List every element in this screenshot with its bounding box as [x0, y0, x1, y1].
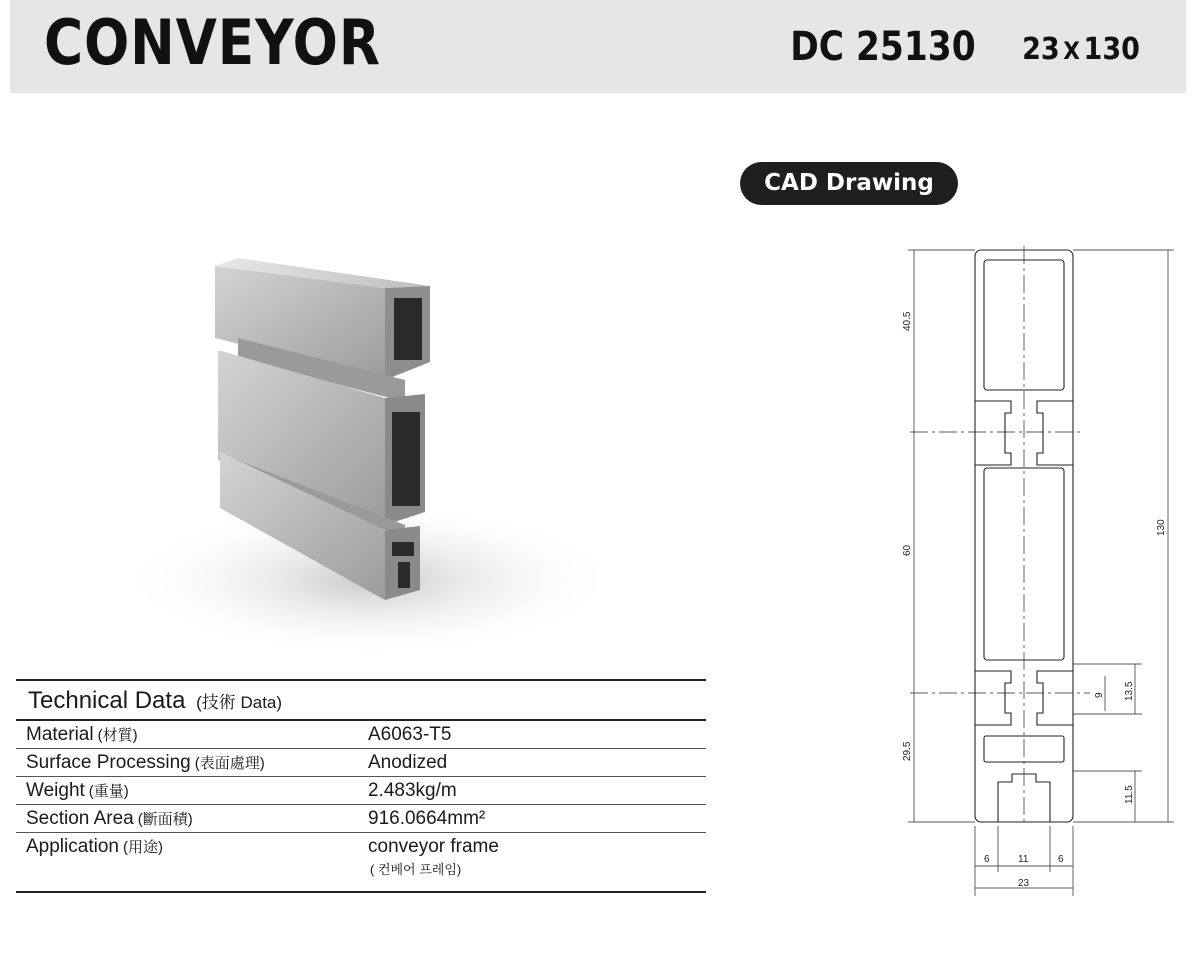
top-channel-hollow — [394, 298, 422, 360]
row-key-cn: (表面處理) — [194, 755, 265, 772]
table-row — [16, 833, 706, 891]
dim-29-5: 29.5 — [902, 741, 913, 761]
cad-drawing — [880, 236, 1200, 916]
header-bar — [10, 0, 1186, 93]
profile-size — [1022, 32, 1140, 67]
dim-40-5: 40.5 — [902, 311, 913, 331]
row-key-cn: (斷面積) — [137, 811, 193, 828]
row-value: Anodized — [368, 752, 448, 773]
size-height: 130 — [1083, 32, 1140, 67]
technical-data-subheading: (技術 Data) — [196, 693, 283, 712]
dim-11-5: 11.5 — [1124, 785, 1135, 804]
row-key: Section Area — [26, 808, 134, 829]
bottom-t-slot — [398, 562, 410, 588]
bottom-slot-hollow — [392, 542, 414, 556]
left-upper-slot — [975, 401, 1011, 465]
table-row — [16, 749, 706, 777]
row-key: Weight — [26, 780, 85, 801]
dim-11: 11 — [1018, 854, 1029, 865]
row-key-cn: (材質) — [97, 727, 138, 744]
dim-9: 9 — [1094, 692, 1105, 698]
size-times: X — [1063, 37, 1081, 65]
left-lower-slot — [975, 671, 1011, 725]
dim-130: 130 — [1156, 519, 1167, 536]
row-value: 2.483kg/m — [368, 780, 457, 801]
right-upper-slot — [1037, 401, 1073, 465]
row-key: Material — [26, 724, 94, 745]
row-value: conveyor frame — [368, 836, 499, 857]
cad-drawing-label: CAD Drawing — [740, 162, 958, 205]
dim-13-5: 13.5 — [1124, 681, 1135, 701]
model-number: DC 25130 — [790, 24, 976, 70]
table-row — [16, 777, 706, 805]
row-key-cn: (用途) — [122, 839, 163, 856]
row-key: Surface Processing — [26, 752, 191, 773]
dim-6-right: 6 — [1058, 854, 1064, 865]
table-row — [16, 805, 706, 833]
size-width: 23 — [1022, 32, 1060, 67]
technical-data-table — [16, 679, 706, 893]
product-image — [120, 230, 660, 670]
dim-23: 23 — [1018, 878, 1030, 889]
right-lower-slot — [1037, 671, 1073, 725]
row-value-kr: ( 컨베어 프레임) — [370, 862, 462, 877]
page-title: CONVEYOR — [44, 6, 381, 79]
table-row — [16, 721, 706, 749]
row-key: Application — [26, 836, 119, 857]
dim-60: 60 — [902, 544, 913, 556]
technical-data-heading: Technical Data — [28, 687, 186, 714]
dim-6-left: 6 — [984, 854, 990, 865]
row-value: 916.0664mm² — [368, 808, 486, 829]
technical-data-title — [16, 681, 706, 721]
row-key-cn: (重量) — [88, 783, 129, 800]
row-value: A6063-T5 — [368, 724, 452, 745]
middle-channel-hollow — [392, 412, 420, 506]
